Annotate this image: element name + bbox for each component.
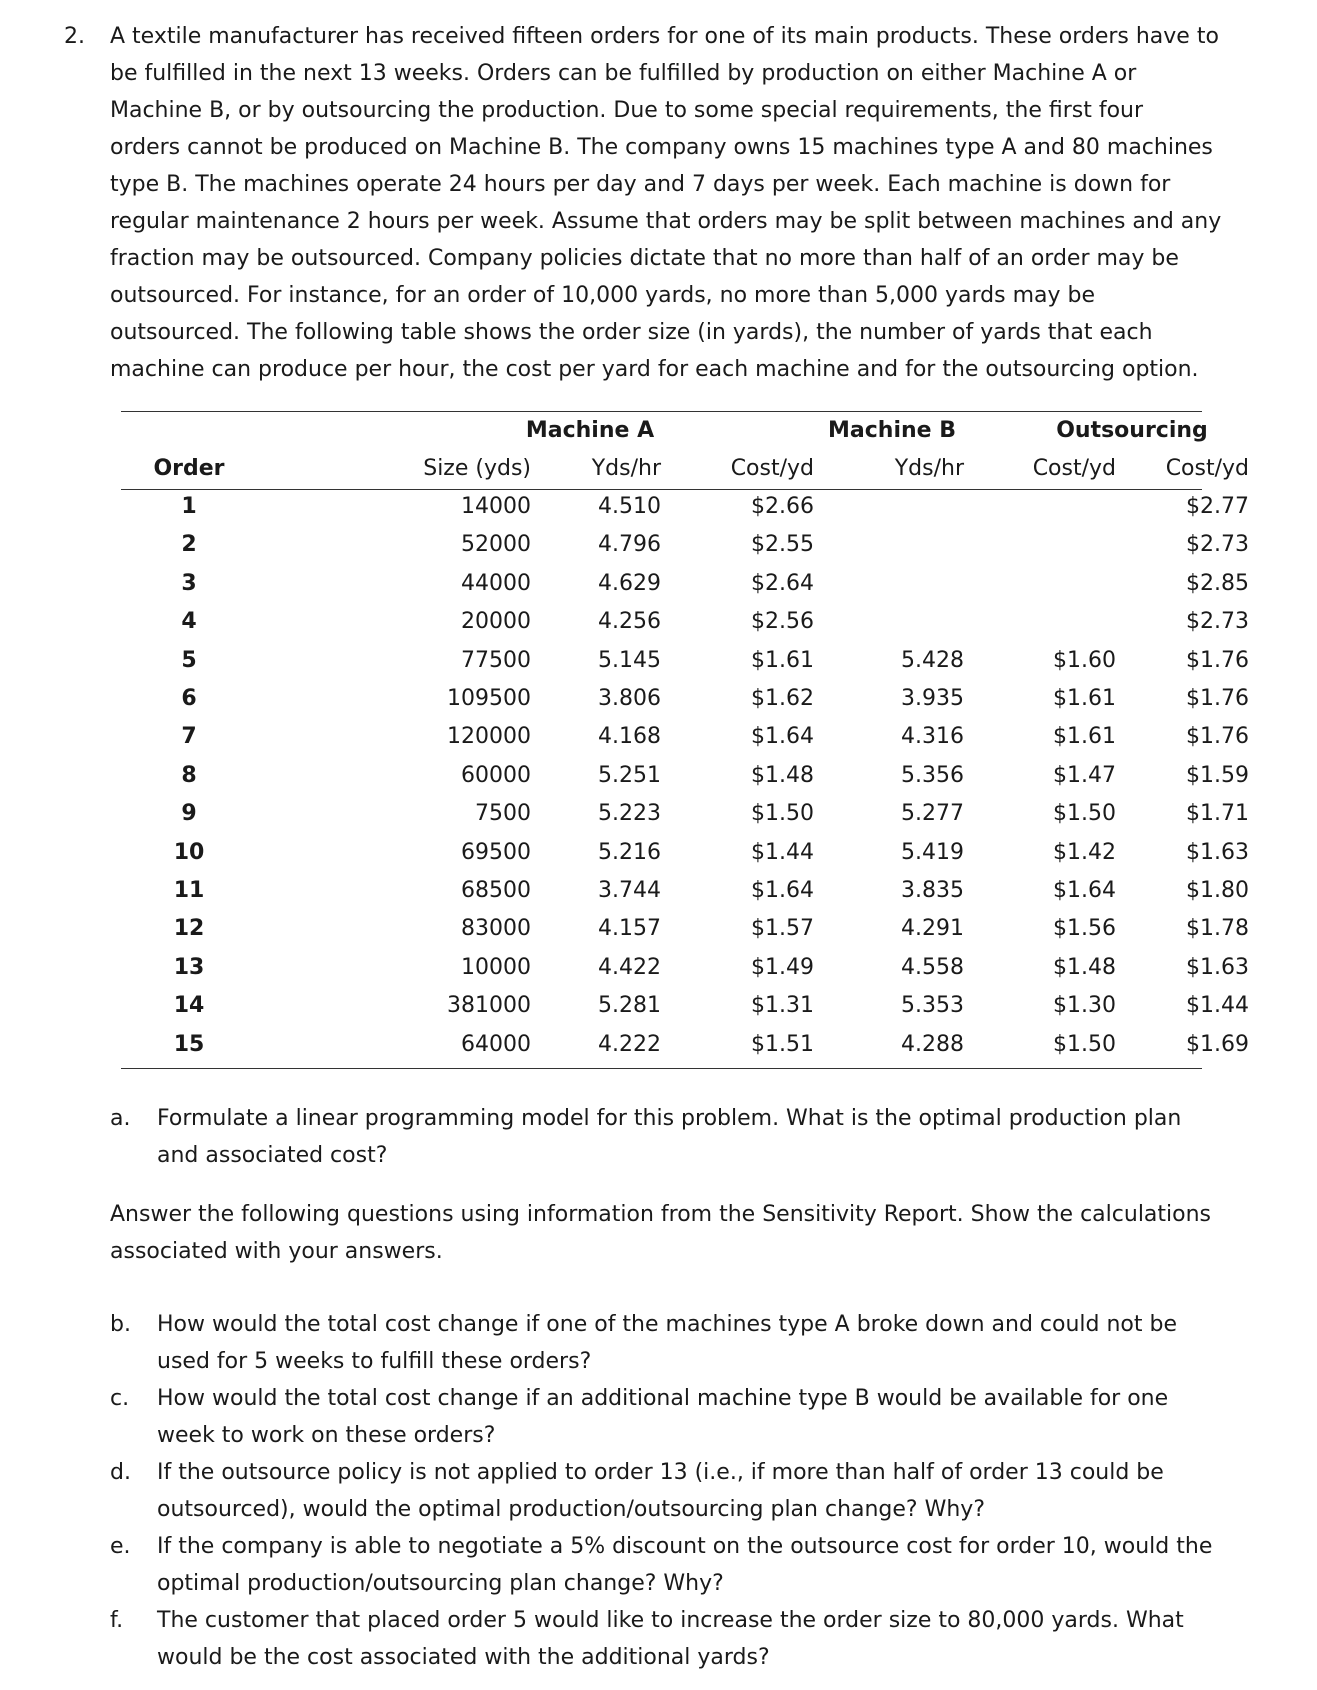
question-text <box>157 1602 1247 1676</box>
cell-order: 6 <box>181 686 197 711</box>
question-e <box>110 1528 1270 1602</box>
cell-a-rate: 5.223 <box>598 801 661 827</box>
cell-a-cost: $2.66 <box>751 494 814 519</box>
cell-order: 11 <box>173 878 205 903</box>
cell-b-cost: $1.30 <box>1053 993 1116 1019</box>
question-f <box>110 1602 1270 1676</box>
cell-a-cost: $1.44 <box>751 839 814 865</box>
cell-b-rate: 4.558 <box>901 954 964 980</box>
cell-a-rate: 4.510 <box>598 494 661 519</box>
problem-intro <box>110 18 1258 388</box>
cell-b-rate: 3.935 <box>901 686 964 711</box>
table-header-rule <box>121 489 1202 490</box>
cell-out-cost: $1.78 <box>1186 916 1249 942</box>
cell-b-rate: 4.288 <box>901 1031 964 1057</box>
cell-out-cost: $1.76 <box>1186 647 1249 673</box>
cell-a-rate: 5.216 <box>598 839 661 865</box>
cell-b-cost: $1.64 <box>1053 878 1116 903</box>
cell-size: 64000 <box>461 1031 531 1057</box>
question-line: The customer that placed order 5 would like to increase the order size to 80,000 yards. What <box>157 1608 1184 1633</box>
intro-line: outsourced. The following table shows the order size (in yards), the number of yards that each <box>110 320 1153 345</box>
cell-b-cost: $1.61 <box>1053 686 1116 711</box>
cell-order: 8 <box>181 762 197 788</box>
cell-a-cost: $1.50 <box>751 801 814 827</box>
problem-number: 2. <box>64 24 85 49</box>
table-top-rule <box>121 411 1202 412</box>
intro-line: Machine B, or by outsourcing the production. Due to some special requirements, the first four <box>110 98 1144 123</box>
cell-size: 7500 <box>475 801 531 827</box>
cell-b-cost: $1.56 <box>1053 916 1116 942</box>
cell-b-rate: 5.419 <box>901 839 964 865</box>
question-line: week to work on these orders? <box>157 1423 496 1448</box>
cell-b-rate: 5.428 <box>901 647 964 673</box>
intro-line: type B. The machines operate 24 hours per day and 7 days per week. Each machine is down for <box>110 172 1171 197</box>
cell-order: 15 <box>173 1031 205 1057</box>
question-line: used for 5 weeks to fulfill these orders? <box>157 1349 592 1374</box>
cell-a-rate: 3.744 <box>598 878 661 903</box>
cell-size: 109500 <box>447 686 531 711</box>
intro-line: regular maintenance 2 hours per week. Assume that orders may be split between machines and any <box>110 209 1222 234</box>
question-line: Formulate a linear programming model for this problem. What is the optimal production plan <box>157 1106 1182 1131</box>
cell-a-rate: 5.251 <box>598 762 661 788</box>
question-line: would be the cost associated with the additional yards? <box>157 1645 770 1670</box>
col-a-rate: Yds/hr <box>591 456 661 481</box>
header-machine-a: Machine A <box>525 418 655 443</box>
cell-a-rate: 4.256 <box>598 609 661 635</box>
cell-b-cost: $1.50 <box>1053 801 1116 827</box>
question-line: How would the total cost change if one of the machines type A broke down and could not be <box>157 1312 1178 1337</box>
cell-a-rate: 4.168 <box>598 724 661 750</box>
question-label: c. <box>110 1386 130 1411</box>
question-text <box>157 1306 1247 1380</box>
cell-b-rate: 5.356 <box>901 762 964 788</box>
cell-order: 14 <box>173 993 205 1019</box>
cell-order: 7 <box>181 724 197 750</box>
cell-a-cost: $2.64 <box>751 570 814 596</box>
cell-out-cost: $2.85 <box>1186 570 1249 596</box>
col-a-cost: Cost/yd <box>730 456 814 481</box>
cell-a-cost: $1.51 <box>751 1031 814 1057</box>
table-bottom-rule <box>121 1068 1202 1069</box>
cell-a-cost: $1.49 <box>751 954 814 980</box>
question-line: If the company is able to negotiate a 5% discount on the outsource cost for order 10, would the <box>157 1534 1213 1559</box>
question-label: e. <box>110 1534 131 1559</box>
cell-size: 60000 <box>461 762 531 788</box>
cell-b-cost: $1.47 <box>1053 762 1116 788</box>
orders-table <box>121 409 1249 1069</box>
cell-a-rate: 4.629 <box>598 570 661 596</box>
cell-order: 5 <box>181 647 197 673</box>
cell-b-cost: $1.50 <box>1053 1031 1116 1057</box>
intro-line: machine can produce per hour, the cost per yard for each machine and for the outsourcing option. <box>110 357 1199 382</box>
cell-a-cost: $2.56 <box>751 609 814 635</box>
question-text <box>157 1100 1247 1174</box>
cell-b-cost: $1.42 <box>1053 839 1116 865</box>
question-label: b. <box>110 1312 131 1337</box>
header-outsourcing: Outsourcing <box>1056 418 1208 443</box>
cell-size: 77500 <box>461 647 531 673</box>
col-size: Size (yds) <box>423 456 531 481</box>
cell-a-cost: $1.62 <box>751 686 814 711</box>
question-label: d. <box>110 1460 131 1485</box>
question-text <box>157 1454 1247 1528</box>
cell-a-rate: 4.222 <box>598 1031 661 1057</box>
cell-a-cost: $1.31 <box>751 993 814 1019</box>
cell-out-cost: $1.71 <box>1186 801 1249 827</box>
cell-size: 14000 <box>461 494 531 519</box>
sensitivity-note <box>110 1196 1270 1270</box>
cell-out-cost: $2.77 <box>1186 494 1249 519</box>
cell-b-cost: $1.61 <box>1053 724 1116 750</box>
col-order: Order <box>153 456 225 481</box>
cell-b-rate: 4.291 <box>901 916 964 942</box>
cell-out-cost: $1.76 <box>1186 724 1249 750</box>
col-b-cost: Cost/yd <box>1032 456 1116 481</box>
cell-a-cost: $1.61 <box>751 647 814 673</box>
cell-order: 2 <box>181 532 197 558</box>
cell-out-cost: $1.69 <box>1186 1031 1249 1057</box>
cell-size: 69500 <box>461 839 531 865</box>
question-label: a. <box>110 1106 131 1131</box>
question-line: and associated cost? <box>157 1143 388 1168</box>
cell-order: 12 <box>173 916 205 942</box>
question-b <box>110 1306 1270 1380</box>
cell-size: 44000 <box>461 570 531 596</box>
question-d <box>110 1454 1270 1528</box>
intro-line: outsourced. For instance, for an order of 10,000 yards, no more than 5,000 yards may be <box>110 283 1095 308</box>
cell-out-cost: $2.73 <box>1186 609 1249 635</box>
question-text <box>157 1380 1247 1454</box>
note-line: associated with your answers. <box>110 1239 443 1264</box>
cell-a-rate: 4.422 <box>598 954 661 980</box>
question-line: outsourced), would the optimal production/outsourcing plan change? Why? <box>157 1497 985 1522</box>
cell-a-cost: $1.57 <box>751 916 814 942</box>
cell-size: 120000 <box>447 724 531 750</box>
intro-line: orders cannot be produced on Machine B. The company owns 15 machines type A and 80 machines <box>110 135 1213 160</box>
cell-size: 381000 <box>447 993 531 1019</box>
col-b-rate: Yds/hr <box>894 456 964 481</box>
cell-size: 52000 <box>461 532 531 558</box>
cell-a-cost: $1.64 <box>751 878 814 903</box>
cell-size: 20000 <box>461 609 531 635</box>
cell-b-rate: 5.277 <box>901 801 964 827</box>
intro-line: A textile manufacturer has received fifteen orders for one of its main products. These orders have to <box>110 24 1219 49</box>
cell-out-cost: $1.80 <box>1186 878 1249 903</box>
cell-out-cost: $1.44 <box>1186 993 1249 1019</box>
cell-a-rate: 4.796 <box>598 532 661 558</box>
question-text <box>157 1528 1247 1602</box>
header-machine-b: Machine B <box>828 418 956 443</box>
cell-size: 68500 <box>461 878 531 903</box>
cell-b-rate: 4.316 <box>901 724 964 750</box>
cell-order: 3 <box>181 570 197 596</box>
cell-out-cost: $1.59 <box>1186 762 1249 788</box>
question-line: If the outsource policy is not applied to order 13 (i.e., if more than half of order 13 could be <box>157 1460 1164 1485</box>
cell-order: 9 <box>181 801 197 827</box>
cell-a-rate: 4.157 <box>598 916 661 942</box>
cell-out-cost: $1.63 <box>1186 954 1249 980</box>
intro-line: fraction may be outsourced. Company policies dictate that no more than half of an order may be <box>110 246 1179 271</box>
cell-size: 83000 <box>461 916 531 942</box>
cell-out-cost: $1.63 <box>1186 839 1249 865</box>
question-c <box>110 1380 1270 1454</box>
cell-b-rate: 5.353 <box>901 993 964 1019</box>
cell-a-cost: $1.64 <box>751 724 814 750</box>
cell-order: 10 <box>173 839 205 865</box>
intro-line: be fulfilled in the next 13 weeks. Orders can be fulfilled by production on either Machine A or <box>110 61 1137 86</box>
question-a <box>110 1100 1270 1174</box>
cell-a-cost: $1.48 <box>751 762 814 788</box>
cell-a-rate: 5.281 <box>598 993 661 1019</box>
question-line: How would the total cost change if an additional machine type B would be available for one <box>157 1386 1169 1411</box>
cell-order: 1 <box>181 494 197 519</box>
cell-a-rate: 3.806 <box>598 686 661 711</box>
cell-a-rate: 5.145 <box>598 647 661 673</box>
cell-order: 4 <box>181 609 197 635</box>
question-line: optimal production/outsourcing plan change? Why? <box>157 1571 724 1596</box>
cell-b-cost: $1.60 <box>1053 647 1116 673</box>
note-line: Answer the following questions using information from the Sensitivity Report. Show the calculations <box>110 1202 1212 1227</box>
cell-size: 10000 <box>461 954 531 980</box>
cell-b-rate: 3.835 <box>901 878 964 903</box>
col-out-cost: Cost/yd <box>1165 456 1249 481</box>
cell-out-cost: $1.76 <box>1186 686 1249 711</box>
cell-a-cost: $2.55 <box>751 532 814 558</box>
cell-order: 13 <box>173 954 205 980</box>
question-label: f. <box>110 1608 124 1633</box>
cell-out-cost: $2.73 <box>1186 532 1249 558</box>
cell-b-cost: $1.48 <box>1053 954 1116 980</box>
